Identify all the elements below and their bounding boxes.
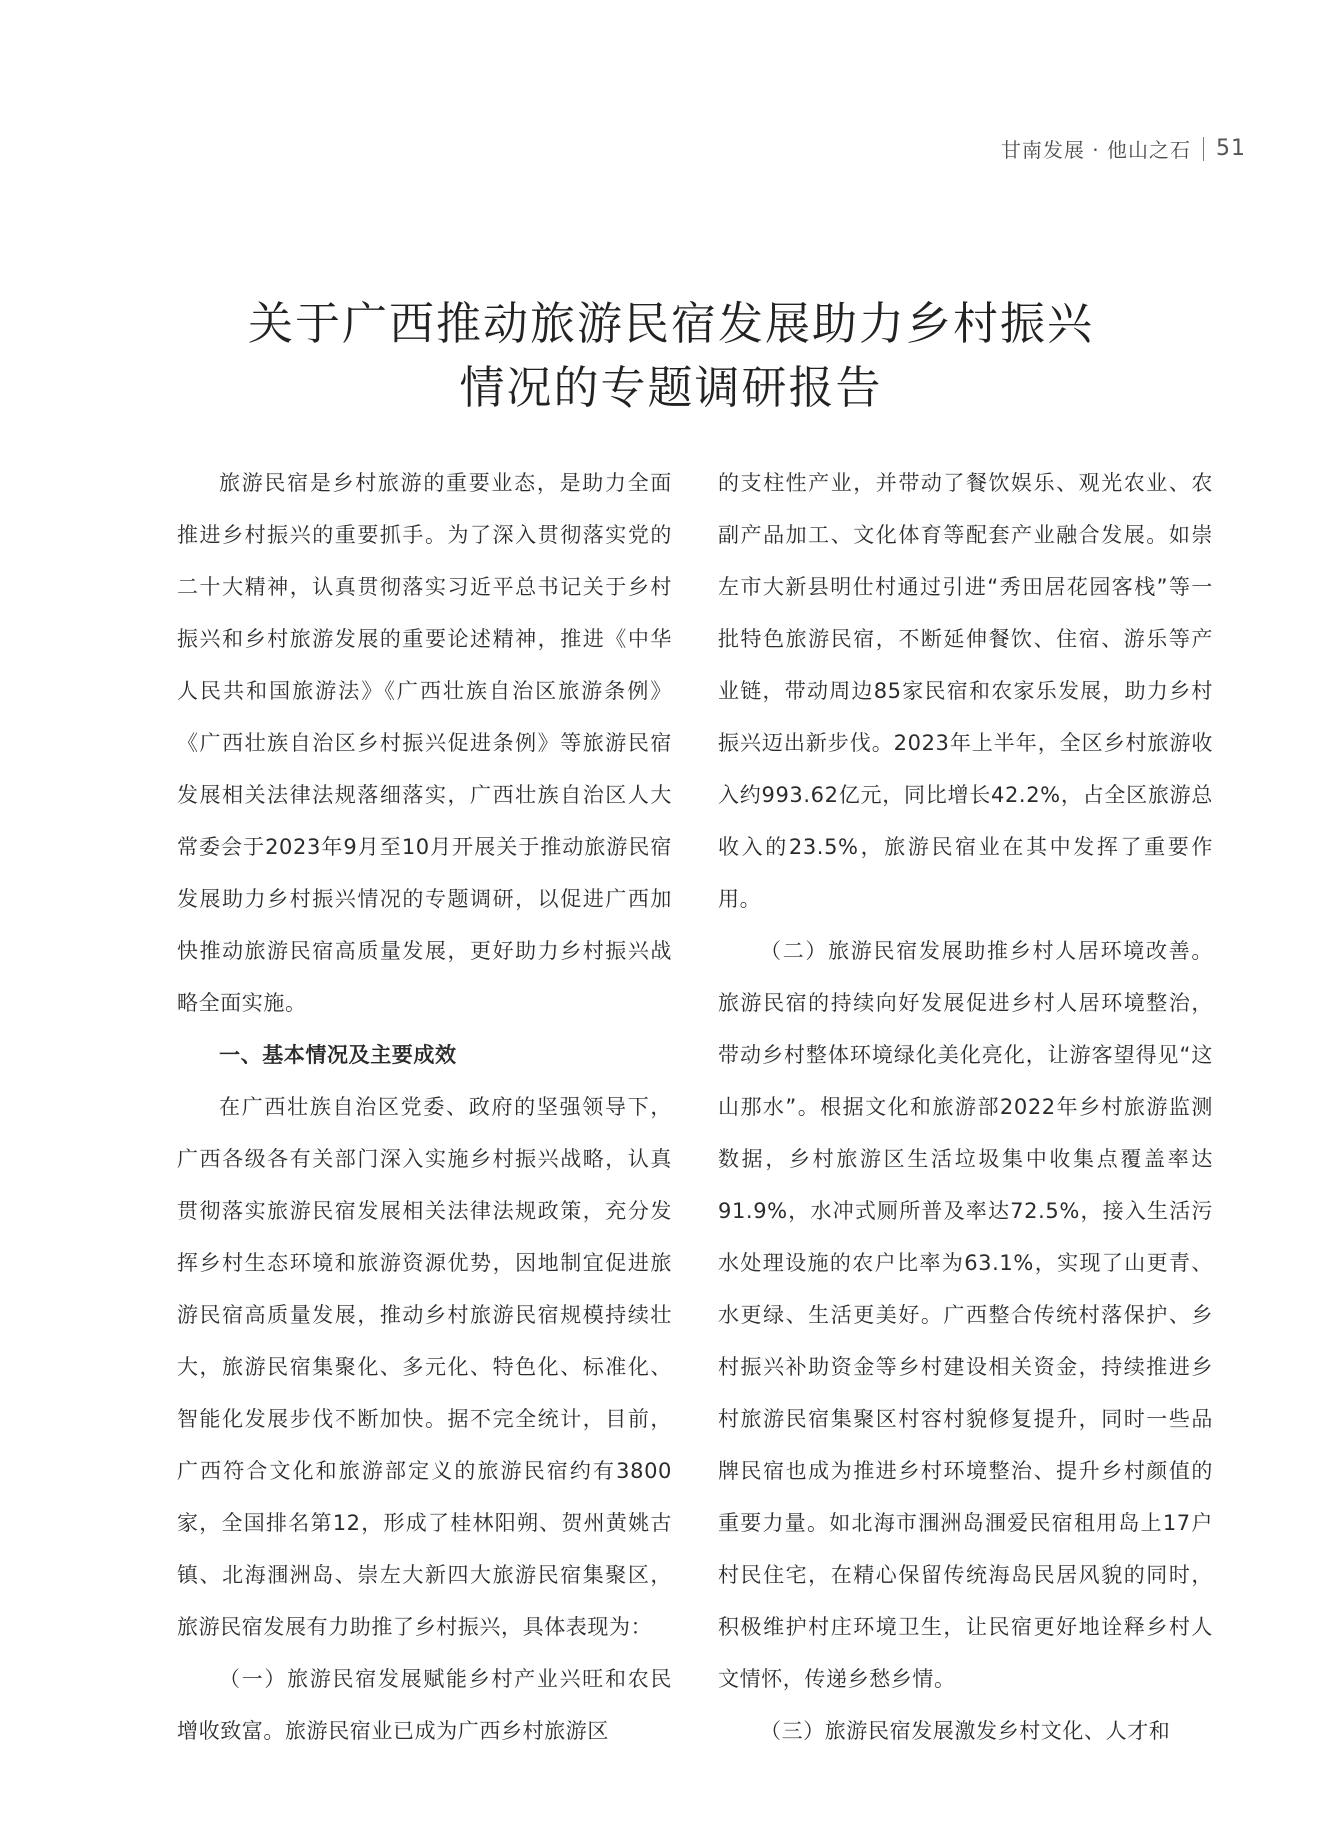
section-title: 甘南发展 · 他山之石 xyxy=(1000,138,1191,162)
basic-situation-paragraph: 在广西壮族自治区党委、政府的坚强领导下，广西各级各有关部门深入实施乡村振兴战略，认真贯彻落实旅游民宿发展相关法律法规政策，充分发挥乡村生态环境和旅游资源优势，因地制宜促进旅游民宿高质量发展，推动乡村旅游民宿规模持续壮大，旅游民宿集聚化、多元化、特色化、标准化、智能化发展步伐不断加快。据不完全统计，目前，广西符合文化和旅游部定义的旅游民宿约有3800家，全国排名第12，形成了桂林阳朔、贺州黄姚古镇、北海涠洲岛、崇左大新四大旅游民宿集聚区，旅游民宿发展有力助推了乡村振兴，具体表现为： xyxy=(177,1095,672,1639)
page-number: 51 xyxy=(1216,136,1246,161)
article-title xyxy=(0,292,1342,420)
subsection-2-paragraph: （二）旅游民宿发展助推乡村人居环境改善。旅游民宿的持续向好发展促进乡村人居环境整治，带动乡村整体环境绿化美化亮化，让游客望得见“这山那水”。根据文化和旅游部2022年乡村旅游监测数据，乡村旅游区生活垃圾集中收集点覆盖率达91.9%，水冲式厕所普及率达72.5%，接入生活污水处理设施的农户比率为63.1%，实现了山更青、水更绿、生活更美好。广西整合传统村落保护、乡村振兴补助资金等乡村建设相关资金，持续推进乡村旅游民宿集聚区村容村貌修复提升，同时一些品牌民宿也成为推进乡村环境整治、提升乡村颜值的重要力量。如北海市涠洲岛涠爱民宿租用岛上17户村民住宅，在精心保留传统海岛民居风貌的同时，积极维护村庄环境卫生，让民宿更好地诠释乡村人文情怀，传递乡愁乡情。 xyxy=(718,939,1213,1691)
subsection-3-paragraph: （三）旅游民宿发展激发乡村文化、人才和 xyxy=(760,1719,1171,1743)
section-heading-basic-situation: 一、基本情况及主要成效 xyxy=(219,1043,457,1067)
subsection-1-continued-paragraph: 的支柱性产业，并带动了餐饮娱乐、观光农业、农副产品加工、文化体育等配套产业融合发展。如崇左市大新县明仕村通过引进“秀田居花园客栈”等一批特色旅游民宿，不断延伸餐饮、住宿、游乐等产业链，带动周边85家民宿和农家乐发展，助力乡村振兴迈出新步伐。2023年上半年，全区乡村旅游收入约993.62亿元，同比增长42.2%，占全区旅游总收入的23.5%，旅游民宿业在其中发挥了重要作用。 xyxy=(718,471,1213,911)
header-divider xyxy=(1203,137,1204,161)
left-column xyxy=(177,457,672,1757)
running-header xyxy=(1001,134,1246,163)
title-line-1: 关于广西推动旅游民宿发展助力乡村振兴 xyxy=(247,297,1094,350)
right-column xyxy=(718,457,1213,1757)
title-line-2: 情况的专题调研报告 xyxy=(459,361,883,414)
intro-paragraph: 旅游民宿是乡村旅游的重要业态，是助力全面推进乡村振兴的重要抓手。为了深入贯彻落实党的二十大精神，认真贯彻落实习近平总书记关于乡村振兴和乡村旅游发展的重要论述精神，推进《中华人民共和国旅游法》《广西壮族自治区旅游条例》《广西壮族自治区乡村振兴促进条例》等旅游民宿发展相关法律法规落细落实，广西壮族自治区人大常委会于2023年9月至10月开展关于推动旅游民宿发展助力乡村振兴情况的专题调研，以促进广西加快推动旅游民宿高质量发展，更好助力乡村振兴战略全面实施。 xyxy=(177,471,672,1015)
subsection-1-paragraph: （一）旅游民宿发展赋能乡村产业兴旺和农民增收致富。旅游民宿业已成为广西乡村旅游区 xyxy=(177,1667,672,1743)
